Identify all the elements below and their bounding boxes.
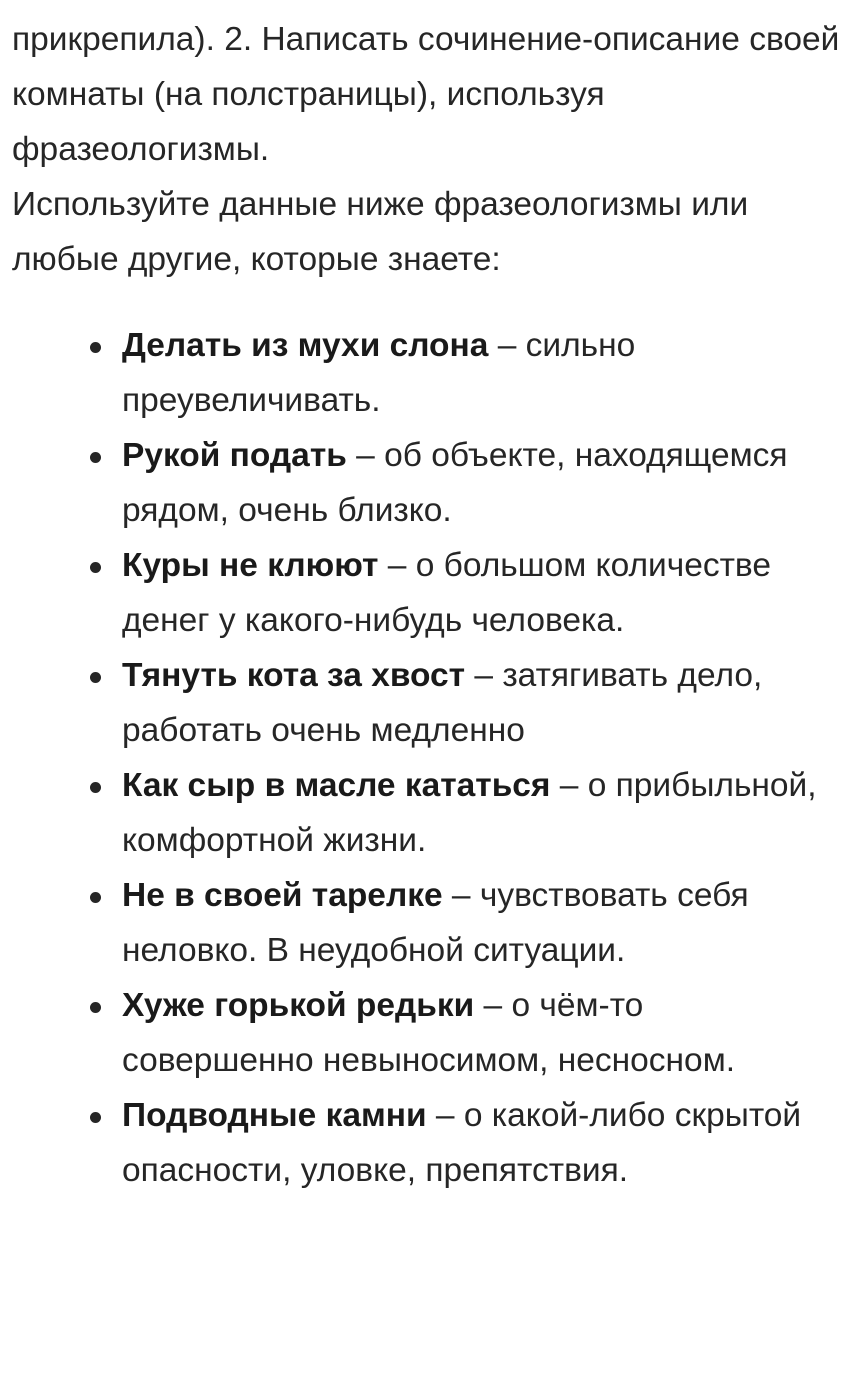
idiom-term: Тянуть кота за хвост (122, 657, 466, 694)
idiom-separator: – (378, 547, 416, 584)
list-item (0, 538, 840, 648)
idiom-list (0, 318, 840, 1198)
instruction-text: Используйте данные ниже фразеологизмы или любые другие, которые знаете: (12, 186, 749, 278)
idiom-term: Подводные камни (122, 1097, 427, 1134)
list-item (0, 428, 840, 538)
idiom-separator: – (442, 877, 480, 914)
list-item (0, 648, 840, 758)
list-item (0, 978, 840, 1088)
idiom-meaning: о большом количестве денег у какого-нибудь человека. (122, 547, 771, 639)
idiom-meaning: о какой-либо скрытой опасности, уловке, препятствия. (122, 1097, 802, 1189)
bullet-icon (90, 782, 101, 793)
assignment-text: прикрепила). 2. Написать сочинение-описание своей комнаты (на полстраницы), используя фразеологизмы. (12, 21, 840, 168)
idiom-separator: – (465, 657, 503, 694)
idiom-meaning: об объекте, находящемся рядом, очень близко. (122, 437, 788, 529)
bullet-icon (90, 1112, 101, 1123)
bullet-icon (90, 342, 101, 353)
idiom-meaning: затягивать дело, работать очень медленно (122, 657, 763, 749)
intro-text (12, 12, 842, 287)
idiom-separator: – (550, 767, 588, 804)
idiom-meaning: сильно преувеличивать. (122, 327, 636, 419)
idiom-meaning: о чём-то совершенно невыносимом, несносном. (122, 987, 736, 1079)
idiom-term: Куры не клюют (122, 547, 379, 584)
idiom-separator: – (488, 327, 526, 364)
list-item (0, 318, 840, 428)
idiom-term: Как сыр в масле кататься (122, 767, 551, 804)
bullet-icon (90, 1002, 101, 1013)
bullet-icon (90, 452, 101, 463)
idiom-term: Делать из мухи слона (122, 327, 489, 364)
idiom-separator: – (474, 987, 512, 1024)
list-item (0, 868, 840, 978)
idiom-meaning: чувствовать себя неловко. В неудобной ситуации. (122, 877, 749, 969)
idiom-meaning: о прибыльной, комфортной жизни. (122, 767, 817, 859)
idiom-term: Хуже горькой редьки (122, 987, 475, 1024)
bullet-icon (90, 892, 101, 903)
idiom-separator: – (426, 1097, 464, 1134)
bullet-icon (90, 562, 101, 573)
idiom-term: Не в своей тарелке (122, 877, 443, 914)
bullet-icon (90, 672, 101, 683)
idiom-separator: – (346, 437, 385, 474)
list-item (0, 758, 840, 868)
list-item (0, 1088, 840, 1198)
idiom-term: Рукой подать (122, 437, 347, 474)
